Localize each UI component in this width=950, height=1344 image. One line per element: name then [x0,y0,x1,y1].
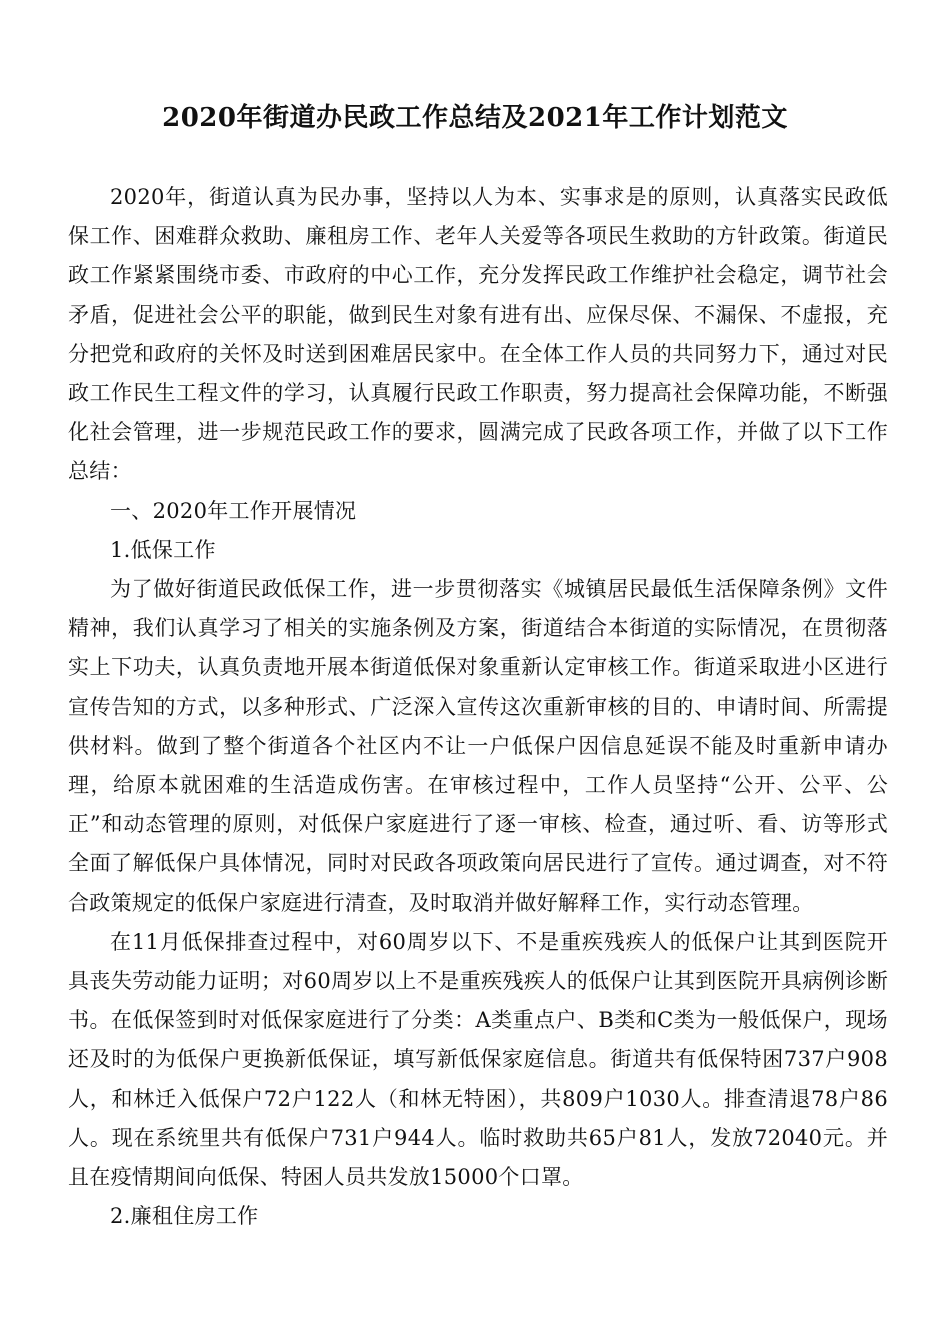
paragraph-intro: 2020年，街道认真为民办事，坚持以人为本、实事求是的原则，认真落实民政低保工作、困难群众救助、廉租房工作、老年人关爱等各项民生救助的方针政策。街道民政工作紧紧围绕市委、市政府的中心工作，充分发挥民政工作维护社会稳定，调节社会矛盾，促进社会公平的职能，做到民生对象有进有出、应保尽保、不漏保、不虚报，充分把党和政府的关怀及时送到困难居民家中。在全体工作人员的共同努力下，通过对民政工作民生工程文件的学习，认真履行民政工作职责，努力提高社会保障功能，不断强化社会管理，进一步规范民政工作的要求，圆满完成了民政各项工作，并做了以下工作总结： [68,185,888,484]
paragraph-november-check: 在11月低保排查过程中，对60周岁以下、不是重疾残疾人的低保户让其到医院开具丧失劳动能力证明；对60周岁以上不是重疾残疾人的低保户让其到医院开具病例诊断书。在低保签到时对低保家庭进行了分类：A类重点户、B类和C类为一般低保户，现场还及时的为低保户更换新低保证，填写新低保家庭信息。街道共有低保特困737户908人，和林迁入低保户72户122人（和林无特困），共809户1030人。排查清退78户86人。现在系统里共有低保户731户944人。临时救助共65户81人，发放72040元。并且在疫情期间向低保、特困人员共发放15000个口罩。 [68,929,888,1190]
paragraph-low-income-review: 为了做好街道民政低保工作，进一步贯彻落实《城镇居民最低生活保障条例》文件精神，我们认真学习了相关的实施条例及方案，街道结合本街道的实际情况，在贯彻落实上下功夫，认真负责地开展本街道低保对象重新认定审核工作。街道采取进小区进行宣传告知的方式，以多种形式、广泛深入宣传这次重新审核的目的、申请时间、所需提供材料。做到了整个街道各个社区内不让一户低保户因信息延误不能及时重新申请办理，给原本就困难的生活造成伤害。在审核过程中，工作人员坚持“公开、公平、公正”和动态管理的原则，对低保户家庭进行了逐一审核、检查，通过听、看、访等形式全面了解低保户具体情况，同时对民政各项政策向居民进行了宣传。通过调查，对不符合政策规定的低保户家庭进行清查，及时取消并做好解释工作，实行动态管理。 [68,577,888,915]
subsection-heading-housing: 2.廉租住房工作 [110,1204,259,1229]
document-body [68,178,888,1236]
section-heading-2020-work: 一、2020年工作开展情况 [110,498,357,523]
document-title: 2020年街道办民政工作总结及2021年工作计划范文 [162,103,788,133]
subsection-heading-low-income: 1.低保工作 [110,537,216,562]
